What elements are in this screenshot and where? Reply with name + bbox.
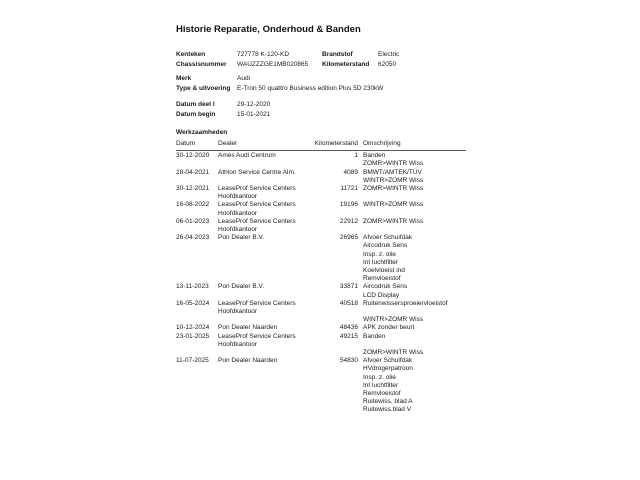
cell-line: Pon Dealer B.V.: [218, 234, 265, 242]
cell-line: LeaseProf Service Centers: [218, 217, 296, 225]
table-row: [176, 201, 466, 217]
cell-line: Hoofdkantoor: [218, 193, 258, 201]
cell-line: APK zonder beurt: [363, 324, 415, 332]
row-omschrijving: [358, 324, 466, 332]
cell-line: LeaseProf Service Centers: [218, 201, 296, 209]
cell-line: Int luchtfilter: [363, 381, 399, 389]
cell-line: ZOMR>WINTR Wiss: [363, 160, 424, 168]
vehicle-model-section: [176, 74, 466, 93]
row-date: 23-01-2025: [176, 332, 210, 340]
kenteken-label: Kenteken: [176, 51, 206, 58]
table-row: [176, 300, 466, 325]
row-date: 30-12-2021: [176, 185, 210, 193]
vehicle-history-document: [176, 24, 466, 415]
row-omschrijving: [358, 152, 466, 168]
work-section-title: Werkzaamheden: [176, 129, 228, 136]
row-km: 33871: [339, 283, 358, 291]
registration-dates-section: [176, 100, 466, 119]
cell-line: LeaseProf Service Centers: [218, 299, 296, 307]
col-header-kilometerstand: Kilometerstand: [314, 140, 358, 147]
kilometerstand-label: Kilometerstand: [322, 60, 370, 68]
row-km: 11721: [340, 185, 358, 193]
row-omschrijving: [358, 234, 466, 283]
cell-line: Hoofdkantoor: [218, 308, 258, 316]
kenteken-value: 727778 K-120-KD: [237, 51, 290, 58]
datum-begin-value: 15-01-2021: [237, 110, 271, 118]
page-title: Historie Reparatie, Onderhoud & Banden: [176, 24, 361, 35]
cell-line: Hoofdkantoor: [218, 209, 258, 217]
row-dealer: [218, 234, 310, 242]
cell-line: WINTR>ZOMR Wiss: [363, 176, 424, 184]
col-header-datum: Datum: [176, 140, 196, 147]
cell-line: [363, 308, 466, 316]
header-divider: [176, 150, 466, 151]
row-date: 16-08-2022: [176, 201, 210, 209]
datum-deel-1-value: 29-12-2020: [237, 101, 271, 108]
table-row: [176, 218, 466, 234]
cell-line: Afvoer Schuifdak: [363, 357, 413, 365]
cell-line: Aircodruk Sens: [363, 242, 408, 250]
cell-line: WINTR>ZOMR Wiss: [363, 201, 424, 209]
row-km: 49215: [339, 332, 358, 340]
row-dealer: [218, 169, 310, 177]
datum-begin-label: Datum begin: [176, 110, 216, 118]
cell-line: ZOMR>WINTR Wiss: [363, 349, 424, 357]
cell-line: Insp. z. olie: [363, 373, 396, 381]
row-dealer: [218, 357, 310, 365]
chassisnummer-value: WAUZZZGE1MB020865: [237, 60, 309, 68]
row-omschrijving: [358, 300, 466, 325]
cell-line: Pon Dealer Naarden: [218, 324, 278, 332]
row-date: 06-01-2023: [176, 217, 210, 225]
brandstof-label: Brandstof: [322, 51, 353, 58]
cell-line: Koelvloeist ind: [363, 267, 405, 275]
col-header-dealer: Dealer: [218, 140, 238, 147]
row-omschrijving: [358, 333, 466, 358]
row-date: 13-11-2023: [176, 283, 209, 291]
cell-line: Afvoer Schuifdak: [363, 234, 413, 242]
cell-line: LeaseProf Service Centers: [218, 332, 296, 340]
table-row: [176, 283, 466, 299]
cell-line: Ruitewiss. blad A: [363, 398, 413, 406]
row-omschrijving: [358, 218, 466, 226]
row-km: 26965: [339, 234, 358, 242]
row-dealer: [218, 185, 310, 201]
cell-line: Pon Dealer Naarden: [218, 357, 278, 365]
cell-line: Aircodruk Sens: [363, 283, 408, 291]
brandstof-value: Electric: [378, 51, 400, 58]
cell-line: HVdrogerpatroon: [363, 365, 413, 373]
cell-line: Banden: [363, 332, 386, 340]
row-omschrijving: [358, 185, 466, 193]
cell-line: Pon Dealer B.V.: [218, 283, 265, 291]
type-uitvoering-label: Type & uitvoering: [176, 84, 231, 92]
row-date: 11-07-2025: [176, 357, 209, 365]
table-row: [176, 169, 466, 185]
cell-line: Ruitewiss.blad V: [363, 406, 412, 414]
cell-line: BMWT/AMTEK/TUV: [363, 168, 422, 176]
cell-line: Remvloeistof: [363, 390, 401, 398]
row-omschrijving: [358, 201, 466, 209]
table-row: [176, 234, 466, 283]
cell-line: Hoofdkantoor: [218, 226, 258, 234]
row-date: 30-12-2020: [176, 152, 210, 160]
row-dealer: [218, 152, 310, 160]
table-row: [176, 357, 466, 414]
row-omschrijving: [358, 357, 466, 414]
row-km: 19196: [339, 201, 358, 209]
row-dealer: [218, 283, 310, 291]
cell-line: LCD Display: [363, 291, 400, 299]
chassisnummer-label: Chassisnummer: [176, 60, 227, 68]
cell-line: [363, 341, 466, 349]
table-row: [176, 333, 466, 358]
type-uitvoering-value: E-Tron 50 quattro Business edition Plus 5D 230kW: [237, 84, 384, 92]
cell-line: LeaseProf Service Centers: [218, 185, 296, 193]
cell-line: Hoofdkantoor: [218, 340, 258, 348]
row-km: 48436: [339, 324, 358, 332]
row-date: 16-05-2024: [176, 299, 210, 307]
table-row: [176, 152, 466, 168]
row-dealer: [218, 324, 310, 332]
cell-line: Ruitenwissersproeiervloeistof: [363, 299, 448, 307]
table-row: [176, 185, 466, 201]
row-dealer: [218, 300, 310, 316]
vehicle-id-section: [176, 50, 466, 69]
cell-line: WINTR>ZOMR Wiss: [363, 316, 424, 324]
row-km: 54830: [339, 357, 358, 365]
col-header-omschrijving: Omschrijving: [363, 140, 401, 147]
work-table-header: [176, 140, 466, 148]
row-dealer: [218, 201, 310, 217]
row-date: 28-04-2021: [176, 168, 210, 176]
cell-line: Athlon Service Centre Alm.: [218, 168, 296, 176]
row-km: 40518: [339, 299, 358, 307]
kilometerstand-value: 62050: [378, 60, 397, 68]
row-omschrijving: [358, 283, 466, 299]
cell-line: ZOMR>WINTR Wiss: [363, 185, 424, 193]
cell-line: Remvloeistof: [363, 275, 401, 283]
cell-line: Ames Audi Centrum: [218, 152, 276, 160]
row-km: 22912: [339, 217, 358, 225]
row-date: 26-04-2023: [176, 234, 210, 242]
row-km: 1: [354, 152, 358, 160]
row-dealer: [218, 218, 310, 234]
row-omschrijving: [358, 169, 466, 185]
cell-line: Int luchtfilter: [363, 258, 399, 266]
cell-line: ZOMR>WINTR Wiss: [363, 217, 424, 225]
row-km: 4089: [343, 168, 358, 176]
work-table-rows: [176, 152, 466, 414]
merk-value: Audi: [237, 75, 251, 82]
table-row: [176, 324, 466, 332]
cell-line: Insp. z. olie: [363, 250, 396, 258]
row-dealer: [218, 333, 310, 349]
merk-label: Merk: [176, 75, 192, 82]
cell-line: Banden: [363, 152, 386, 160]
datum-deel-1-label: Datum deel I: [176, 101, 215, 108]
row-date: 10-12-2024: [176, 324, 210, 332]
